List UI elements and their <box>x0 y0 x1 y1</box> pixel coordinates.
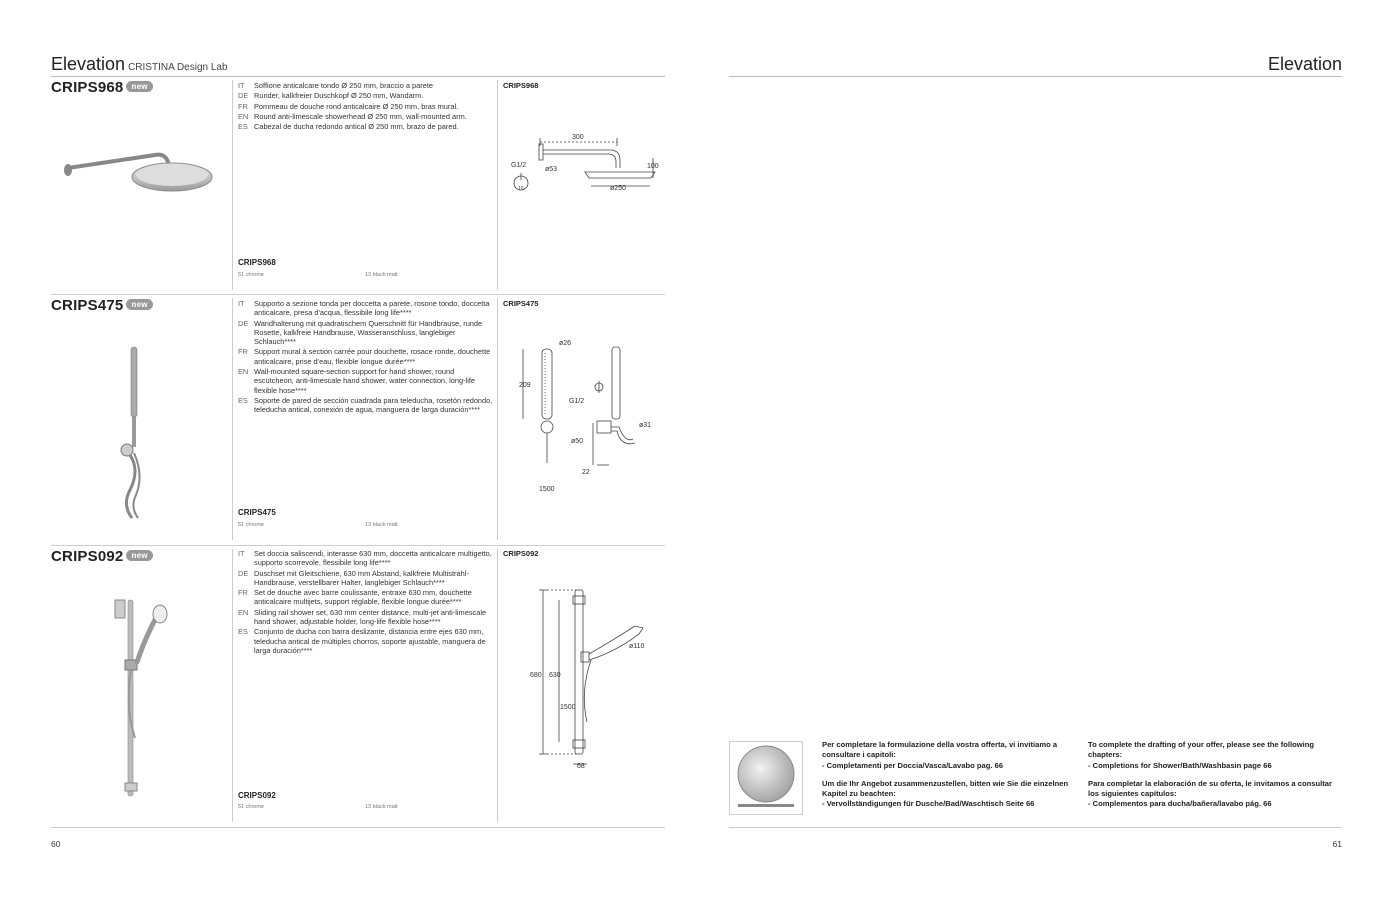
column-divider <box>232 549 233 822</box>
drawing-code: CRIPS968 <box>503 81 539 90</box>
footer-divider <box>51 827 665 828</box>
new-badge: new <box>126 299 152 310</box>
dim-label: ø31 <box>639 422 652 429</box>
note-text: Um die Ihr Angebot zusammenzustellen, bitten wie Sie die einzelnen Kapitel zu beachten: <box>822 778 1069 799</box>
dim-label: ø53 <box>545 166 558 173</box>
note-link: - Complementos para ducha/bañera/lavabo pág. 66 <box>1088 799 1272 809</box>
left-page-header <box>51 54 228 75</box>
note-thumbnail <box>729 741 803 815</box>
right-footer-divider <box>729 827 1342 828</box>
page-title: Elevation <box>51 54 126 74</box>
dim-label: 100 <box>647 163 659 170</box>
dim-label: 22 <box>582 469 590 476</box>
page-subtitle: CRISTINA Design Lab <box>128 62 228 73</box>
dim-label: 68 <box>577 763 585 770</box>
dim-label: 680 <box>530 672 542 679</box>
column-divider <box>497 549 498 822</box>
dim-label: ø50 <box>571 438 584 445</box>
column-divider <box>232 298 233 540</box>
product-code: CRIPS475 new <box>51 297 153 314</box>
note-it-de <box>822 740 1072 818</box>
drawing-code: CRIPS475 <box>503 299 539 308</box>
note-link: - Completamenti per Doccia/Vasca/Lavabo pag. 66 <box>822 760 1004 770</box>
dim-label: 1500 <box>560 704 576 711</box>
sliding-rail-photo <box>105 598 175 798</box>
dim-label: G1/2 <box>569 398 585 405</box>
technical-drawing <box>525 582 660 774</box>
column-divider <box>497 80 498 290</box>
page-number: 60 <box>51 839 61 849</box>
dim-label: 630 <box>549 672 561 679</box>
dim-label: 209 <box>519 382 531 389</box>
finish-code: CRIPS968 <box>238 258 276 267</box>
note-text: To complete the drafting of your offer, please see the following chapters: <box>1088 740 1315 760</box>
dim-label: G1/2 <box>511 162 527 169</box>
technical-drawing <box>505 128 665 198</box>
product-code: CRIPS968 new <box>51 79 153 96</box>
header-divider <box>51 76 665 77</box>
finish-black-matt: 13 black matt <box>365 522 398 528</box>
dim-label: 10 <box>518 186 524 192</box>
shower-head-top-icon <box>730 742 802 814</box>
new-badge: new <box>126 550 152 561</box>
dim-label: ø250 <box>610 185 626 192</box>
dim-label: 300 <box>572 134 584 141</box>
finish-chrome: 51 chrome <box>238 272 264 278</box>
product-code: CRIPS092 new <box>51 548 153 565</box>
hand-shower-photo <box>100 345 160 520</box>
description-block: IT Supporto a sezione tonda per doccetta a parete, rosone tondo, doccetta anticalcare, presa d'acqua, flessibile long life**** DE Wandhalterung mit quadratischem Querschnitt für Handbrause, runde Rosette, kalkfreie Handbrause, Wasseranschluss, langlebiger Schlauch**** FR Support mural à section carrée pour douchette, rosace ronde, douchette anticalcaire, prise d'eau, flexible longue durée**** EN Wall-mounted square-section support for hand shower, round escutcheon, anti-limescale hand shower, water connection, long-life flexible hose**** ES Soporte de pared de sección cuadrada para teleducha, rosetón redondo, teleducha antical, conexión de agua, manguera de larga duración**** <box>238 299 493 415</box>
technical-drawing <box>515 335 660 495</box>
drawing-code: CRIPS092 <box>503 549 539 558</box>
dim-label: ø110 <box>629 643 645 650</box>
finish-black-matt: 13 black matt <box>365 804 398 810</box>
finish-code: CRIPS092 <box>238 791 276 800</box>
row-divider <box>51 545 665 546</box>
dim-label: 1500 <box>539 486 555 493</box>
right-page-title: Elevation <box>1267 54 1342 74</box>
dim-label: ø26 <box>559 340 572 347</box>
finish-chrome: 51 chrome <box>238 804 264 810</box>
description-block: IT Set doccia saliscendi, interasse 630 mm, doccetta anticalcare multigetto, supporto scorrevole, flessibile long life**** DE Duschset mit Gleitschiene, 630 mm Abstand, kalkfreie Multistrahl-Handbrause, verstellbarer Halter, langlebiger Schlauch**** FR Set de douche avec barre coulissante, entraxe 630 mm, douchette anticalcaire multijets, support réglable, flexible longue durée**** EN Sliding rail shower set, 630 mm center distance, multi-jet anti-limescale hand shower, adjustable holder, long-life flexible hose**** ES Conjunto de ducha con barra deslizante, distancia entre ejes 630 mm, teleducha antical de múltiples chorros, soporte ajustable, manguera de larga duración**** <box>238 549 492 655</box>
row-divider <box>51 294 665 295</box>
note-link: - Vervollständigungen für Dusche/Bad/Waschtisch Seite 66 <box>822 799 1035 809</box>
right-header-divider <box>729 76 1342 77</box>
finish-black-matt: 13 black matt <box>365 272 398 278</box>
note-en-es <box>1088 740 1342 818</box>
shower-head-photo <box>60 140 220 200</box>
description-block: IT Soffione anticalcare tondo Ø 250 mm, braccio a parete DE Runder, kalkfreier Duschkopf Ø 250 mm, Wandarm. FR Pommeau de douche rond anticalcaire Ø 250 mm, bras mural. EN Round anti-limescale showerhead Ø 250 mm, wall-mounted arm. ES Cabezal de ducha redondo antical Ø 250 mm, brazo de pared. <box>238 81 467 132</box>
note-text: Per completare la formulazione della vostra offerta, vi invitiamo a consultare i capitoli: <box>822 740 1058 760</box>
right-page-number: 61 <box>1332 839 1342 849</box>
note-text: Para completar la elaboración de su oferta, le invitamos a consultar los siguientes capítulos: <box>1088 778 1332 799</box>
finish-code: CRIPS475 <box>238 508 276 517</box>
column-divider <box>497 298 498 540</box>
column-divider <box>232 80 233 290</box>
new-badge: new <box>126 81 152 92</box>
note-link: - Completions for Shower/Bath/Washbasin page 66 <box>1088 760 1272 770</box>
finish-chrome: 51 chrome <box>238 522 264 528</box>
